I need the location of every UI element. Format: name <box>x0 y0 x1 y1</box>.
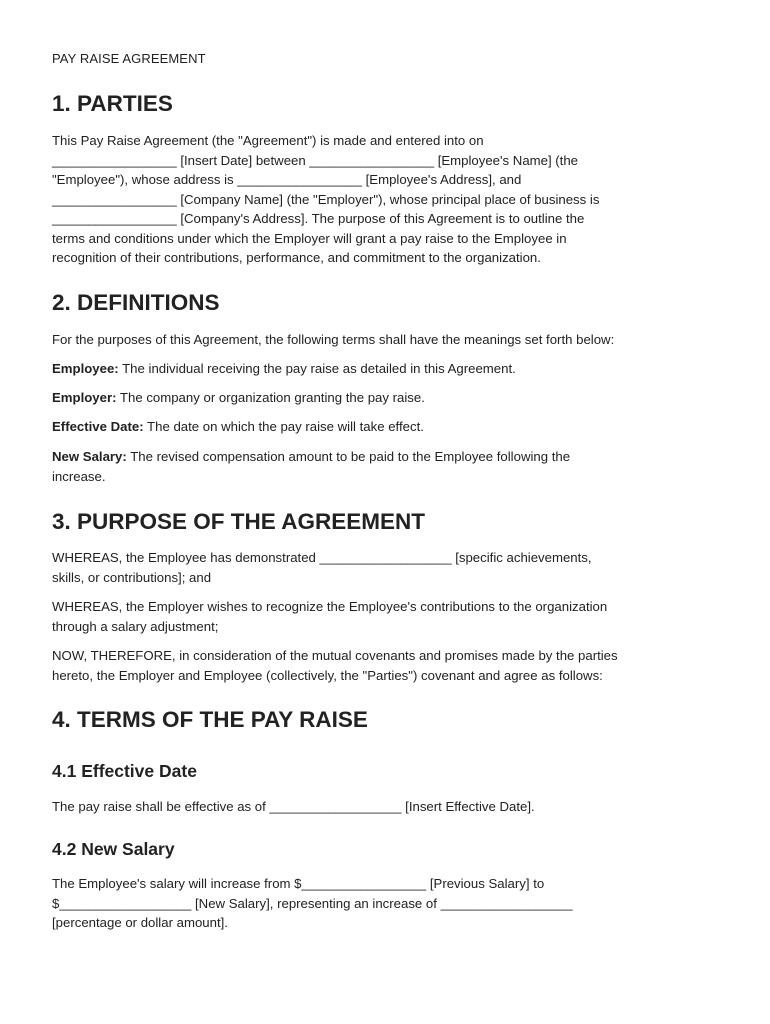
section-heading-terms: 4. TERMS OF THE PAY RAISE <box>52 707 368 732</box>
text-line: NOW, THEREFORE, in consideration of the mutual covenants and promises made by the parties <box>52 648 618 663</box>
definition-effective-date <box>52 417 424 437</box>
purpose-paragraph-1 <box>52 548 592 587</box>
section-heading-purpose: 3. PURPOSE OF THE AGREEMENT <box>52 509 425 534</box>
text-line: WHEREAS, the Employer wishes to recognize the Employee's contributions to the organization <box>52 599 608 614</box>
parties-paragraph <box>52 131 599 268</box>
text-line: increase. <box>52 468 106 484</box>
section-heading-parties: 1. PARTIES <box>52 91 173 116</box>
purpose-paragraph-2 <box>52 597 607 636</box>
definitions-intro <box>52 330 614 350</box>
new-salary-paragraph <box>52 874 573 933</box>
effective-date-paragraph <box>52 797 535 817</box>
definition-text: The company or organization granting the pay raise. <box>116 390 425 405</box>
text-line: _________________ [Company's Address]. The purpose of this Agreement is to outline the <box>52 211 585 226</box>
subsection-heading-effective-date: 4.1 Effective Date <box>52 761 197 781</box>
text-line: skills, or contributions]; and <box>52 569 212 585</box>
definition-new-salary <box>52 447 570 486</box>
document-title: PAY RAISE AGREEMENT <box>52 51 206 66</box>
definition-employee <box>52 359 516 379</box>
text-line: recognition of their contributions, performance, and commitment to the organization. <box>52 250 541 265</box>
text-line: hereto, the Employer and Employee (collectively, the "Parties") covenant and agree as follows: <box>52 667 603 683</box>
text-line: WHEREAS, the Employee has demonstrated __________________ [specific achievements, <box>52 550 592 565</box>
text-line: terms and conditions under which the Employer will grant a pay raise to the Employee in <box>52 230 567 246</box>
definition-term: New Salary: <box>52 449 127 464</box>
definition-term: Employee: <box>52 361 119 376</box>
definition-employer <box>52 388 425 408</box>
text-line: "Employee"), whose address is _________________ [Employee's Address], and <box>52 172 522 187</box>
text-line: [percentage or dollar amount]. <box>52 915 228 930</box>
subsection-heading-new-salary: 4.2 New Salary <box>52 839 175 859</box>
text-line: through a salary adjustment; <box>52 618 219 634</box>
text-line: The Employee's salary will increase from $_________________ [Previous Salary] to <box>52 876 545 891</box>
definition-text: The revised compensation amount to be paid to the Employee following the <box>126 449 571 464</box>
definition-text: The individual receiving the pay raise as detailed in this Agreement. <box>118 361 516 376</box>
text-line: _________________ [Company Name] (the "Employer"), whose principal place of business is <box>52 191 600 207</box>
definition-text: The date on which the pay raise will take effect. <box>143 419 424 434</box>
purpose-paragraph-3 <box>52 646 618 685</box>
text-line: For the purposes of this Agreement, the following terms shall have the meanings set forth below: <box>52 332 615 347</box>
text-line: _________________ [Insert Date] between _________________ [Employee's Name] (the <box>52 152 579 168</box>
text-line: This Pay Raise Agreement (the "Agreement") is made and entered into on <box>52 133 484 148</box>
text-line: $__________________ [New Salary], representing an increase of __________________ <box>52 895 573 911</box>
text-line: The pay raise shall be effective as of __________________ [Insert Effective Date]. <box>52 799 535 814</box>
section-heading-definitions: 2. DEFINITIONS <box>52 290 220 315</box>
definition-term: Employer: <box>52 390 117 405</box>
definition-term: Effective Date: <box>52 419 144 434</box>
